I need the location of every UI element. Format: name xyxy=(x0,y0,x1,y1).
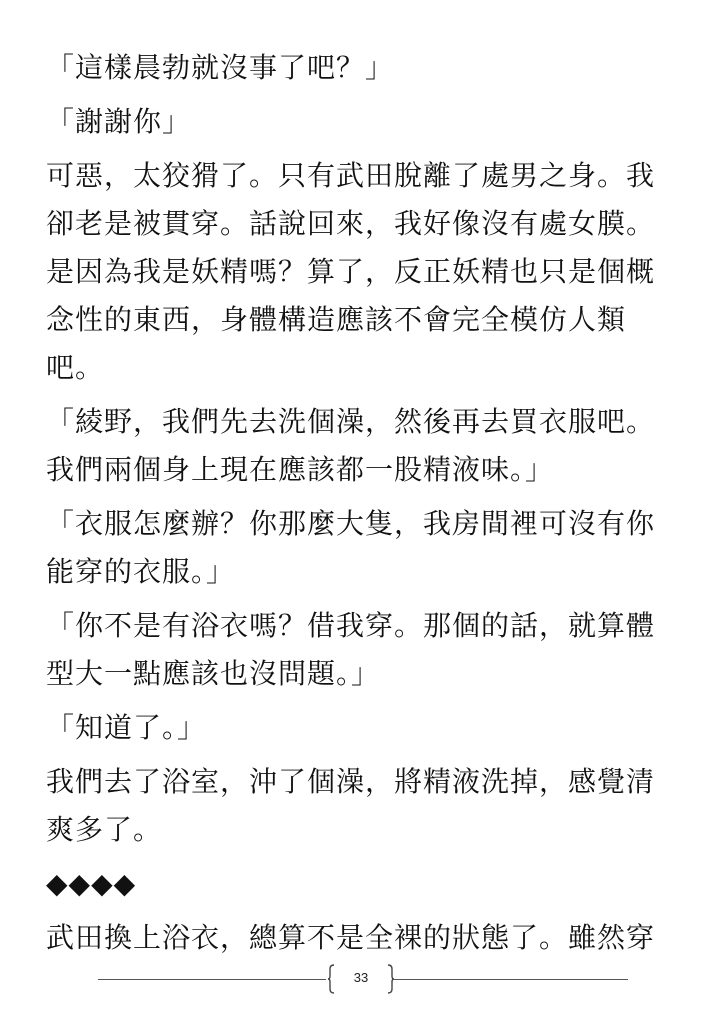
text-line: 能穿的衣服。」 xyxy=(46,555,236,588)
page-text xyxy=(46,44,686,968)
text-line: 我們去了浴室，沖了個澡，將精液洗掉，感覺清 xyxy=(46,765,656,798)
text-line: 吧。 xyxy=(46,351,105,384)
text-line: 念性的東西，身體構造應該不會完全模仿人類 xyxy=(46,303,627,336)
text-line: 「你不是有浴衣嗎？借我穿。那個的話，就算體 xyxy=(46,609,656,642)
text-line: 「知道了。」 xyxy=(46,711,207,744)
text-line: 「綾野，我們先去洗個澡，然後再去買衣服吧。 xyxy=(46,405,656,438)
text-line: 「這樣晨勃就沒事了吧？」 xyxy=(46,51,395,84)
paragraph xyxy=(46,704,686,752)
text-line: 可惡，太狡猾了。只有武田脫離了處男之身。我 xyxy=(46,159,656,192)
paragraph xyxy=(46,152,686,392)
paragraph xyxy=(46,602,686,698)
text-line: 我們兩個身上現在應該都一股精液味。」 xyxy=(46,453,555,486)
paragraph xyxy=(46,914,686,962)
left-bracket-icon xyxy=(328,964,336,994)
paragraph xyxy=(46,98,686,146)
paragraph xyxy=(46,398,686,494)
text-line: 爽多了。 xyxy=(46,813,163,846)
section-break xyxy=(46,860,686,908)
page-number: 33 xyxy=(353,970,369,985)
text-line: 武田換上浴衣，總算不是全裸的狀態了。雖然穿 xyxy=(46,921,656,954)
text-line: 「謝謝你」 xyxy=(46,105,192,138)
paragraph xyxy=(46,44,686,92)
right-bracket-icon xyxy=(386,964,394,994)
footer-rule-right xyxy=(394,979,628,980)
paragraph xyxy=(46,758,686,854)
text-line: 型大一點應該也沒問題。」 xyxy=(46,657,381,690)
paragraph xyxy=(46,500,686,596)
text-line: 是因為我是妖精嗎？算了，反正妖精也只是個概 xyxy=(46,255,656,288)
footer-rule-left xyxy=(98,979,326,980)
text-line: 卻老是被貫穿。話說回來，我好像沒有處女膜。 xyxy=(46,207,656,240)
section-break-diamonds: ◆◆◆◆ xyxy=(46,867,137,900)
page-footer xyxy=(98,964,628,996)
text-line: 「衣服怎麼辦？你那麼大隻，我房間裡可沒有你 xyxy=(46,507,656,540)
